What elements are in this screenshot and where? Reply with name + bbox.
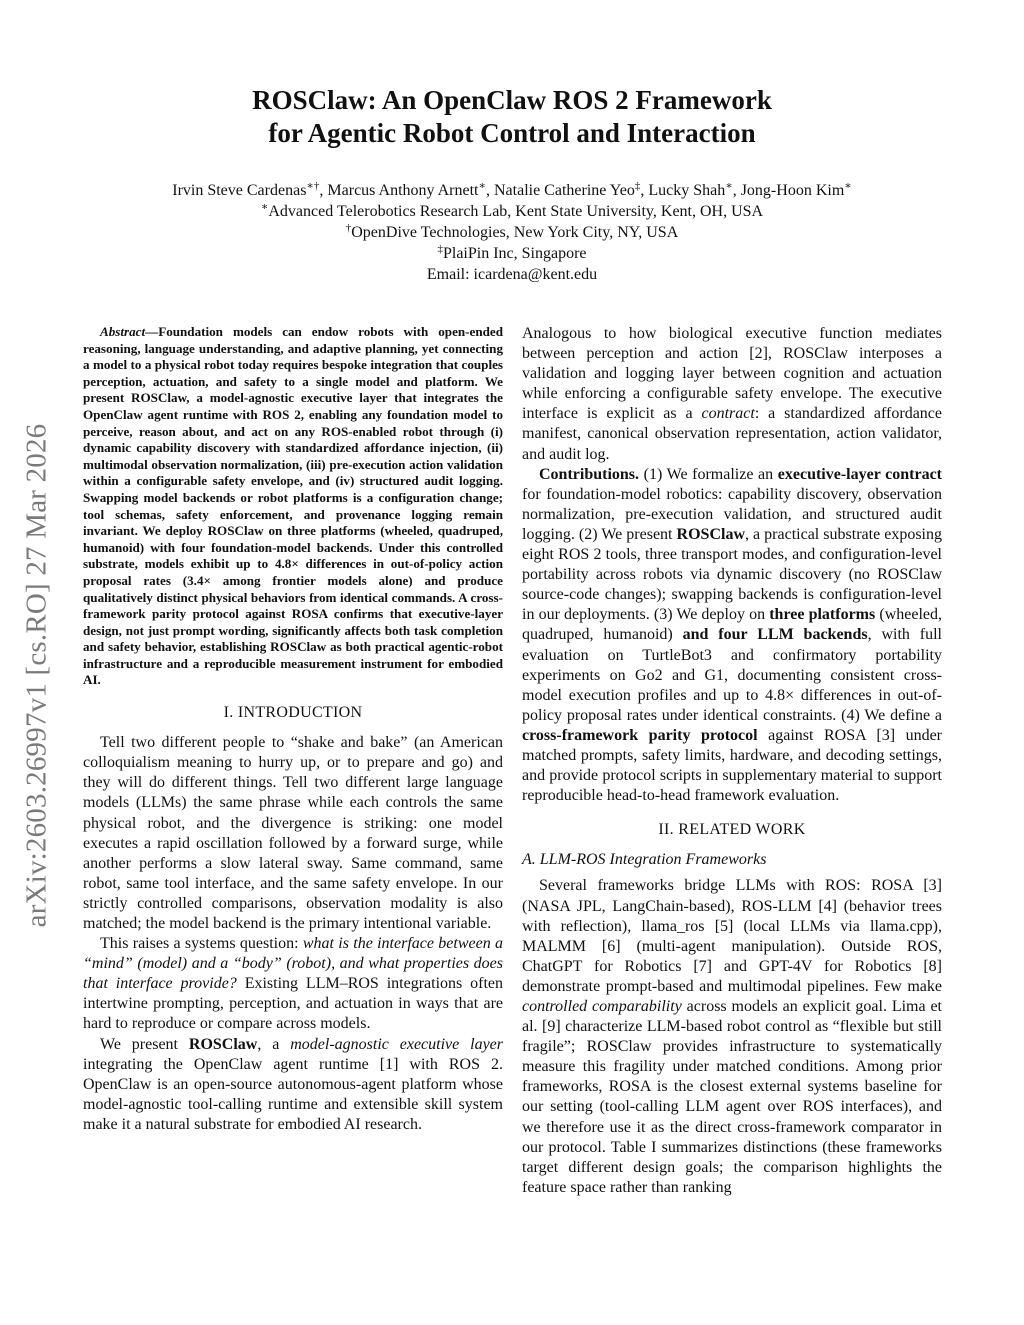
text-span: integrating the OpenClaw agent runtime [1] with ROS 2. OpenClaw is an open-source autonomous-agent platform whose model-agnostic tool-calling runtime and extensible skill system make it a natural substrate for embodied AI research.: [83, 1055, 503, 1133]
paper-title: [0, 84, 1024, 150]
text-span: Analogous to how biological executive function mediates between perception and action [2], ROSClaw interposes a validation and logging layer between cognition and actuation while enforcing a configurable safety envelope. The executive interface is explicit as a: [522, 325, 942, 423]
author-affiliation-mark: ∗: [725, 180, 733, 192]
text-span: across models an explicit goal. Lima et al. [9] characterize LLM-based robot control as “flexible but still fragile”; ROSClaw provides infrastructure to systematically measure this fragility under matched conditions. Among prior frameworks, ROSA is the closest external systems baseline for our setting (tool-calling LLM agent over ROS interfaces), and we therefore use it as the direct cross-framework comparator in our protocol. Table I summarizes distinctions (these frameworks target different design goals; the comparison highlights the feature space rather than ranking: [522, 998, 943, 1196]
bold-term: ROSClaw: [188, 1035, 258, 1053]
affiliation-text: OpenDive Technologies, New York City, NY, USA: [351, 224, 679, 241]
text-span: This raises a systems question:: [100, 935, 303, 953]
author-affiliation-mark: ‡: [634, 180, 641, 192]
intro-paragraph-3: [83, 1035, 503, 1135]
contact-email: Email: icardena@kent.edu: [426, 266, 598, 283]
intro-continuation-paragraph: [522, 324, 942, 465]
text-span: Several frameworks bridge LLMs with ROS: ROSA [3] (NASA JPL, LangChain-based), ROS-LLM [4] (behavior trees with reflection), llama_ros [5] (local LLMs via llama.cpp), MALMM [6] (multi-agent manipulation). Outside ROS, ChatGPT for Robotics [7] and GPT-4V for Robotics [8] demonstrate prompt-based and multimodal pipelines. Few make: [522, 877, 942, 995]
emphasis-term: contract: [701, 405, 755, 423]
text-span: (1) We formalize an: [639, 465, 778, 483]
bold-term: ROSClaw: [676, 525, 745, 543]
text-span: We present: [100, 1035, 189, 1053]
affiliation-mark: †: [345, 222, 352, 234]
subsection-heading: A. LLM-ROS Integration Frameworks: [522, 851, 767, 869]
section-heading-introduction: I. INTRODUCTION: [223, 704, 363, 722]
intro-paragraph-2: [83, 934, 503, 1034]
affiliation-mark: ‡: [437, 243, 443, 255]
text-span: against ROSA [3] under matched prompts, safety limits, hardware, and decoding settings, and provide protocol scripts in supplementary material to support reproducible head-to-head framework evaluation.: [522, 726, 942, 805]
author-affiliation-mark: ∗: [478, 180, 486, 192]
text-span: , a practical substrate exposing eight ROS 2 tools, three transport modes, and configuration-level portability across robots via dynamic discovery (no ROSClaw source-code changes); swapping backends is configuration-level in our deployments. (3) We deploy on: [522, 525, 942, 624]
arxiv-id-text: arXiv:2603.26997v1 [cs.RO] 27 Mar 2026: [20, 423, 53, 927]
author-block: [0, 180, 1024, 285]
text-span: for foundation-model robotics: capability discovery, observation normalization, pre-execution validation, and structured audit logging. (2) We present: [522, 485, 942, 543]
contributions-paragraph: [522, 465, 942, 807]
left-column: [83, 324, 503, 1135]
emphasis-question: what is the interface between a “mind” (model) and a “body” (robot), and what properties does that interface provide?: [83, 935, 504, 993]
text-span: , a: [257, 1035, 291, 1053]
related-work-paragraph: [522, 876, 942, 1198]
author-affiliation-mark: ∗†: [306, 180, 320, 192]
emphasis-term: model-agnostic executive layer: [290, 1035, 504, 1053]
bold-term: and four LLM backends: [682, 626, 868, 644]
title-line-2: for Agentic Robot Control and Interaction: [268, 118, 756, 148]
title-line-1: ROSClaw: An OpenClaw ROS 2 Framework: [252, 85, 772, 115]
author-affiliation-mark: ∗: [844, 180, 852, 192]
bold-term: cross-framework parity protocol: [522, 726, 758, 744]
arxiv-identifier-stamp: [12, 365, 62, 985]
author-name: , Marcus Anthony Arnett: [319, 182, 479, 199]
intro-paragraph-1: Tell two different people to “shake and bake” (an American colloquialism meaning to hurry up, or to prepare and go) and they will do different things. Tell two different large language models (LLMs) the same phrase while each controls the same physical robot, and the divergence is striking: one model executes a rapid oscillation followed by a forward surge, while another performs a slow lateral sway. Same command, same robot, same tool interface, and the same safety envelope. In our strictly controlled comparisons, observation modality is also matched; the model backend is the primary intentional variable.: [83, 734, 503, 932]
affiliation-2: [0, 222, 1024, 243]
text-span: , with full evaluation on TurtleBot3 and confirmatory portability experiments on Go2 and G1, documenting consistent cross-model execution profiles and up to 4.8× differences in out-of-policy proposal rates under identical constraints. (4) We define a: [522, 626, 943, 724]
section-heading-related-work: II. RELATED WORK: [658, 821, 806, 839]
affiliation-3: [0, 243, 1024, 264]
affiliation-1: [0, 201, 1024, 222]
text-span: : a standardized affordance manifest, canonical observation representation, action validator, and audit log.: [522, 405, 942, 463]
contributions-label: Contributions.: [539, 465, 640, 483]
affiliation-mark: ∗: [260, 201, 269, 213]
text-span: (wheeled, quadruped, humanoid): [522, 606, 943, 644]
affiliation-text: Advanced Telerobotics Research Lab, Kent State University, Kent, OH, USA: [268, 203, 764, 220]
affiliation-text: PlaiPin Inc, Singapore: [442, 245, 587, 262]
abstract-label: Abstract: [100, 324, 146, 339]
author-name: , Lucky Shah: [640, 182, 726, 199]
emphasis-term: controlled comparability: [522, 998, 682, 1015]
abstract: [83, 324, 503, 689]
author-name: , Natalie Catherine Yeo: [485, 182, 635, 199]
abstract-text: —Foundation models can endow robots with open-ended reasoning, language understanding, and adaptive planning, yet connecting a model to a physical robot today requires bespoke integration that couples perception, actuation, and safety to a single model and platform. We present ROSClaw, a model-agnostic executive layer that integrates the OpenClaw agent runtime with ROS 2, enabling any foundation model to perceive, reason about, and act on any ROS-enabled robot through (i) dynamic capability discovery with standardized affordance injection, (ii) multimodal observation normalization, (iii) pre-execution action validation within a configurable safety envelope, and (iv) structured audit logging. Swapping model backends or robot platforms is a configuration change; tool schemas, safety enforcement, and provenance logging remain invariant. We deploy ROSClaw on three platforms (wheeled, quadruped, humanoid) with four foundation-model backends. Under this controlled substrate, models exhibit up to 4.8× differences in out-of-policy action proposal rates (3.4× among frontier models alone) and produce qualitatively distinct physical behaviors from identical commands. A cross-framework parity protocol against ROSA confirms that executive-layer design, not just prompt wording, significantly affects both task completion and safety behavior, establishing ROSClaw as both practical agentic-robot infrastructure and a reproducible measurement instrument for embodied AI.: [83, 324, 503, 688]
text-span: Existing LLM–ROS integrations often intertwine prompting, perception, and actuation in ways that are hard to reproduce or compare across models.: [83, 975, 503, 1033]
author-name: Irvin Steve Cardenas: [172, 182, 307, 199]
bold-term: three platforms: [769, 606, 876, 624]
bold-term: executive-layer contract: [777, 465, 942, 483]
right-column: [522, 324, 942, 1198]
author-name: , Jong-Hoon Kim: [732, 182, 845, 199]
author-list: [0, 180, 1024, 201]
